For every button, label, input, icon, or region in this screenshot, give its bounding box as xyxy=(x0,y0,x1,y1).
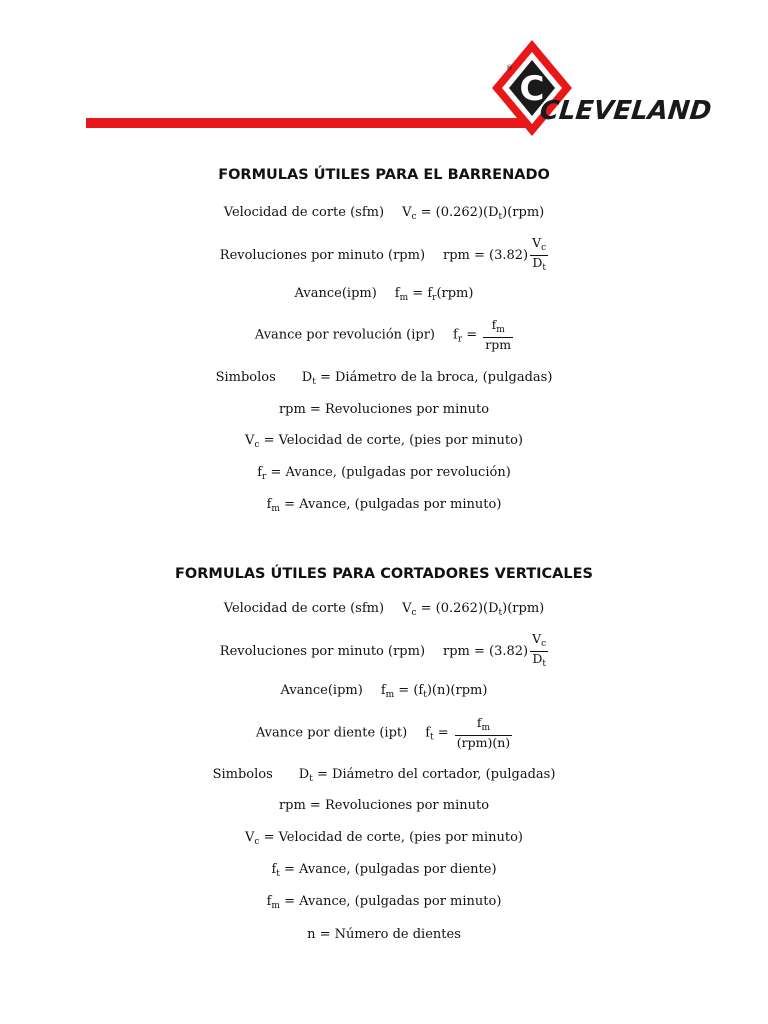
symbol-dt-1: Simbolos $D_t$ = Diámetro de la broca, (pulgadas) xyxy=(215,370,553,387)
velocidad-label: Velocidad de corte (sfm) xyxy=(223,205,385,220)
symbol-rpm-2: rpm = Revoluciones por minuto xyxy=(278,798,490,813)
avance-label: Avance(ipm) xyxy=(280,683,363,698)
formula-revoluciones-1: Revoluciones por minuto (rpm) rpm = (3.82) $\frac{V_c}{D_t}$ xyxy=(219,235,547,273)
def-vc: = Velocidad de corte, (pies por minuto) xyxy=(263,830,523,845)
formula-revoluciones-2: Revoluciones por minuto (rpm) rpm = (3.82) $\frac{V_c}{D_t}$ xyxy=(219,631,547,669)
simbolos-label: Simbolos xyxy=(215,370,276,385)
symbol-vc-2: $V_c$ = Velocidad de corte, (pies por minuto) xyxy=(245,830,523,847)
avance-diente-label: Avance por diente (ipt) xyxy=(255,725,408,741)
header-red-bar xyxy=(86,118,526,128)
svg-text:®: ® xyxy=(506,64,513,72)
formula-avance-diente: Avance por diente (ipt) $f_t$ = $\frac{f_m}{\text{(rpm)(n)}}$ xyxy=(255,715,511,750)
def-fm: = Avance, (pulgadas por minuto) xyxy=(284,894,502,909)
simbolos-label: Simbolos xyxy=(212,767,273,782)
def-fr: = Avance, (pulgadas por revolución) xyxy=(270,465,511,480)
section2-title: FORMULAS ÚTILES PARA CORTADORES VERTICALES xyxy=(175,566,593,582)
avance-rev-label: Avance por revolución (ipr) xyxy=(254,327,435,343)
formula-avance-revolucion: Avance por revolución (ipr) $f_r$ = $\frac{f_m}{\text{rpm}}$ xyxy=(254,317,512,352)
def-ft: = Avance, (pulgadas por diente) xyxy=(284,862,497,877)
def-vc: = Velocidad de corte, (pies por minuto) xyxy=(263,433,523,448)
section1-title: FORMULAS ÚTILES PARA EL BARRENADO xyxy=(218,167,550,183)
symbol-fm-1: $f_m$ = Avance, (pulgadas por minuto) xyxy=(266,497,502,514)
formula-avance-1: Avance(ipm) $f_m = f_r(rpm)$ xyxy=(294,286,474,303)
symbol-vc-1: $V_c$ = Velocidad de corte, (pies por minuto) xyxy=(245,433,523,450)
symbol-fm-2: $f_m$ = Avance, (pulgadas por minuto) xyxy=(266,894,502,911)
logo-mark-letter: C xyxy=(519,69,545,109)
symbol-n: n = Número de dientes xyxy=(307,927,461,942)
revoluciones-label: Revoluciones por minuto (rpm) xyxy=(219,644,426,659)
def-dt: = Diámetro del cortador, (pulgadas) xyxy=(317,767,556,782)
formula-avance-2: Avance(ipm) $f_m = (f_t)(n)(rpm)$ xyxy=(280,683,488,700)
symbol-fr: $f_r$ = Avance, (pulgadas por revolución) xyxy=(257,465,511,482)
symbol-rpm-1: rpm = Revoluciones por minuto xyxy=(278,402,490,417)
def-fm: = Avance, (pulgadas por minuto) xyxy=(284,497,502,512)
symbol-ft: $f_t$ = Avance, (pulgadas por diente) xyxy=(271,862,497,879)
brand-name: CLEVELAND xyxy=(538,96,713,126)
def-dt: = Diámetro de la broca, (pulgadas) xyxy=(319,370,553,385)
velocidad-label: Velocidad de corte (sfm) xyxy=(223,601,385,616)
formula-velocidad-1: Velocidad de corte (sfm) $V_c = (0.262)(D_t)(rpm)$ xyxy=(223,205,545,222)
avance-label: Avance(ipm) xyxy=(294,286,377,301)
formula-velocidad-2: Velocidad de corte (sfm) $V_c = (0.262)(D_t)(rpm)$ xyxy=(223,601,545,618)
symbol-dt-2: Simbolos $D_t$ = Diámetro del cortador, (pulgadas) xyxy=(212,767,556,784)
revoluciones-label: Revoluciones por minuto (rpm) xyxy=(219,248,426,263)
